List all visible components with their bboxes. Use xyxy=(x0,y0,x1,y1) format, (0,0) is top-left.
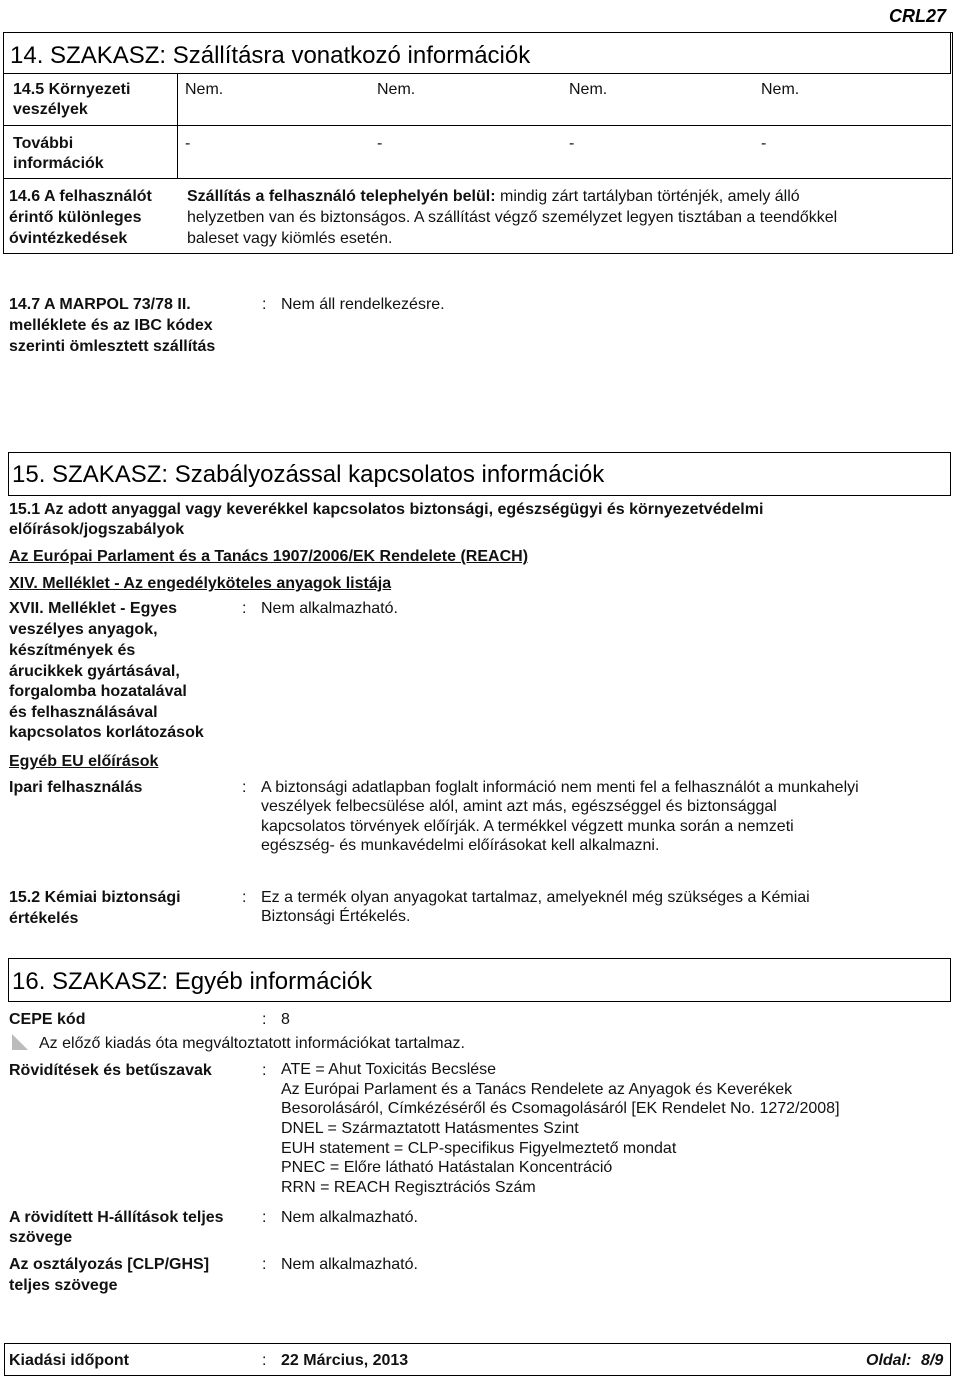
cepe-label: CEPE kód xyxy=(9,1011,86,1028)
env-hazard-value-1: Nem. xyxy=(185,81,224,98)
section15-1-line-2: előírások/jogszabályok xyxy=(9,521,185,538)
precautions-line-2: helyzetben van és biztonságos. A szállítást végző személyzet legyen tisztában a teendőkkel xyxy=(187,209,838,226)
section15-1-line-1: 15.1 Az adott anyaggal vagy keverékkel kapcsolatos biztonsági, egészségügyi és környezetvédelmi xyxy=(9,501,764,518)
marpol-label-1: 14.7 A MARPOL 73/78 II. xyxy=(9,296,191,313)
abbrev-colon: : xyxy=(262,1062,267,1079)
clp-text-label-1: Az osztályozás [CLP/GHS] xyxy=(9,1256,210,1273)
section15-title: 15. SZAKASZ: Szabályozással kapcsolatos információk xyxy=(12,461,605,488)
industrial-label: Ipari felhasználás xyxy=(9,779,143,796)
annex17-colon: : xyxy=(242,600,247,617)
annex17-label-6: és felhasználásával xyxy=(9,704,158,721)
additional-value-4: - xyxy=(761,135,767,152)
env-hazard-value-4: Nem. xyxy=(761,81,800,98)
precautions-line-1 xyxy=(187,187,800,207)
page-label: Oldal: xyxy=(866,1352,912,1369)
annex17-label-5: forgalomba hozatalával xyxy=(9,683,187,700)
annex17-label-2: veszélyes anyagok, xyxy=(9,621,158,638)
industrial-line-3: kapcsolatos törvények előírják. A termékkel végzett munka során a nemzeti xyxy=(261,818,794,835)
env-hazard-value-3: Nem. xyxy=(569,81,608,98)
industrial-line-1: A biztonsági adatlapban foglalt információ nem menti fel a felhasználót a munkahelyi xyxy=(261,779,859,796)
annex17-label-7: kapcsolatos korlátozások xyxy=(9,724,204,741)
additional-value-1: - xyxy=(185,135,191,152)
additional-value-3: - xyxy=(569,135,575,152)
csa-label-2: értékelés xyxy=(9,910,79,927)
other-eu-heading: Egyéb EU előírások xyxy=(9,753,159,770)
abbrev-line-5: EUH statement = CLP-specifikus Figyelmeztető mondat xyxy=(281,1140,677,1157)
csa-line-2: Biztonsági Értékelés. xyxy=(261,908,411,925)
issue-date-colon: : xyxy=(262,1352,267,1369)
annex14-heading: XIV. Melléklet - Az engedélyköteles anyagok listája xyxy=(9,575,392,592)
h-statements-label-1: A rövidített H-állítások teljes xyxy=(9,1209,224,1226)
additional-info-label-2: információk xyxy=(13,155,104,172)
section14-title: 14. SZAKASZ: Szállításra vonatkozó információk xyxy=(10,42,531,69)
annex17-label-3: készítmények és xyxy=(9,642,136,659)
page-number: 8/9 xyxy=(921,1352,944,1369)
abbrev-line-4: DNEL = Származtatott Hatásmentes Szint xyxy=(281,1120,579,1137)
abbrev-line-2: Az Európai Parlament és a Tanács Rendelete az Anyagok és Keverékek xyxy=(281,1081,793,1098)
env-hazards-label-2: veszélyek xyxy=(13,101,88,118)
env-hazards-label-1: 14.5 Környezeti xyxy=(13,81,131,98)
change-marker-icon xyxy=(12,1034,28,1050)
industrial-line-4: egészség- és munkavédelmi előírásokat kell alkalmazni. xyxy=(261,837,660,854)
precautions-lead: Szállítás a felhasználó telephelyén belül: xyxy=(187,188,496,205)
clp-text-label-2: teljes szövege xyxy=(9,1277,118,1294)
additional-value-2: - xyxy=(377,135,383,152)
precautions-label-3: óvintézkedések xyxy=(9,230,128,247)
precautions-label-1: 14.6 A felhasználót xyxy=(9,188,152,205)
precautions-label-2: érintő különleges xyxy=(9,209,142,226)
annex17-label-4: árucikkek gyártásával, xyxy=(9,663,180,680)
env-hazards-row xyxy=(3,74,951,126)
additional-info-row xyxy=(3,125,951,179)
abbrev-line-1: ATE = Ahut Toxicitás Becslése xyxy=(281,1061,497,1078)
marpol-colon: : xyxy=(262,296,267,313)
reach-heading: Az Európai Parlament és a Tanács 1907/2006/EK Rendelete (REACH) xyxy=(9,548,529,565)
marpol-label-3: szerinti ömlesztett szállítás xyxy=(9,338,216,355)
annex17-value: Nem alkalmazható. xyxy=(261,600,398,617)
csa-label-1: 15.2 Kémiai biztonsági xyxy=(9,889,181,906)
marpol-value: Nem áll rendelkezésre. xyxy=(281,296,445,313)
industrial-colon: : xyxy=(242,779,247,796)
abbrev-label: Rövidítések és betűszavak xyxy=(9,1062,212,1079)
section16-title: 16. SZAKASZ: Egyéb információk xyxy=(12,968,373,995)
industrial-line-2: veszélyek felbecsülése alól, amint azt más, egészséggel és biztonsággal xyxy=(261,798,777,815)
cepe-colon: : xyxy=(262,1011,267,1028)
h-statements-label-2: szövege xyxy=(9,1229,73,1246)
abbrev-line-6: PNEC = Előre látható Hatástalan Koncentráció xyxy=(281,1159,613,1176)
precautions-line-3: baleset vagy kiömlés esetén. xyxy=(187,230,393,247)
document-code: CRL27 xyxy=(888,6,946,26)
issue-date-label: Kiadási időpont xyxy=(9,1352,129,1369)
csa-colon: : xyxy=(242,889,247,906)
h-statements-colon: : xyxy=(262,1209,267,1226)
issue-date-value: 22 Március, 2013 xyxy=(281,1352,409,1369)
csa-line-1: Ez a termék olyan anyagokat tartalmaz, amelyeknél még szükséges a Kémiai xyxy=(261,889,810,906)
abbrev-line-3: Besorolásáról, Címkézéséről és Csomagolásáról [EK Rendelet No. 1272/2008] xyxy=(281,1100,840,1117)
precautions-line1-rest: mindig zárt tartályban történjék, amely álló xyxy=(495,188,800,205)
additional-info-label-1: További xyxy=(13,135,74,152)
annex17-label-1: XVII. Melléklet - Egyes xyxy=(9,600,178,617)
h-statements-value: Nem alkalmazható. xyxy=(281,1209,418,1226)
cepe-value: 8 xyxy=(281,1011,290,1028)
clp-text-colon: : xyxy=(262,1256,267,1273)
abbrev-line-7: RRN = REACH Regisztrációs Szám xyxy=(281,1179,536,1196)
changed-note: Az előző kiadás óta megváltoztatott információkat tartalmaz. xyxy=(39,1035,465,1052)
clp-text-value: Nem alkalmazható. xyxy=(281,1256,418,1273)
marpol-label-2: melléklete és az IBC kódex xyxy=(9,317,213,334)
footer-frame xyxy=(4,1343,951,1376)
env-hazard-value-2: Nem. xyxy=(377,81,416,98)
